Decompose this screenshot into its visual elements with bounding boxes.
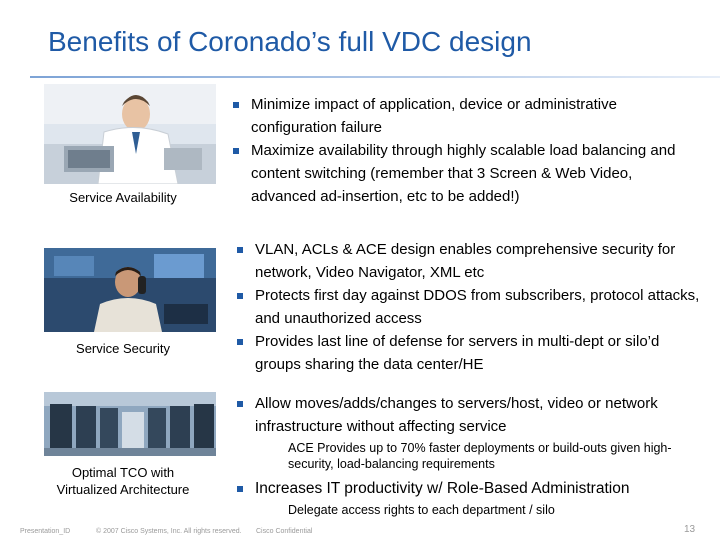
page-number: 13 — [684, 524, 696, 535]
footer-copyright: © 2007 Cisco Systems, Inc. All rights reserved. — [96, 528, 242, 535]
server-racks-photo — [44, 392, 216, 456]
bullets-tco — [234, 392, 710, 518]
sub-bullet-item: Delegate access rights to each department / silo — [288, 503, 555, 517]
bullets-availability — [230, 93, 700, 208]
bullet-marker-icon — [237, 401, 243, 407]
panel-caption: Service Security — [76, 341, 170, 356]
panel-caption-line-1: Optimal TCO with — [71, 465, 175, 480]
slide-title: Benefits of Coronado’s full VDC design — [48, 26, 532, 57]
panel-caption: Service Availability — [69, 190, 177, 205]
panel-optimal-tco — [30, 392, 216, 504]
bullet-item: Allow moves/adds/changes to servers/host, video or network infrastructure without affecting service — [234, 392, 710, 438]
bullet-marker-icon — [233, 102, 239, 108]
bullet-marker-icon — [233, 148, 239, 154]
man-on-phone-photo — [44, 248, 216, 332]
title-rule — [30, 76, 720, 78]
bullets-security — [234, 238, 704, 376]
bullet-marker-icon — [237, 339, 243, 345]
panel-caption-line-2: Virtualized Architecture — [56, 482, 190, 497]
bullet-item: Provides last line of defense for servers in multi-dept or silo’d groups sharing the data center/HE — [234, 330, 704, 376]
man-in-lab-coat-photo — [44, 84, 216, 184]
bullet-item: Increases IT productivity w/ Role-Based Administration — [234, 477, 710, 500]
bullet-item: Protects first day against DDOS from subscribers, protocol attacks, and unauthorized access — [234, 284, 704, 330]
panel-service-availability — [30, 84, 216, 214]
bullet-item: VLAN, ACLs & ACE design enables comprehensive security for network, Video Navigator, XML etc — [234, 238, 704, 284]
bullet-marker-icon — [237, 247, 243, 253]
bullet-item: Minimize impact of application, device or administrative configuration failure — [230, 93, 700, 139]
footer-confidential: Cisco Confidential — [256, 528, 313, 535]
sub-bullet-item: ACE Provides up to 70% faster deployments or build-outs given high-security, load-balancing requirements — [288, 441, 672, 471]
footer-presentation-id: Presentation_ID — [20, 528, 71, 535]
bullet-marker-icon — [237, 486, 243, 492]
bullet-item: Maximize availability through highly scalable load balancing and content switching (remember that 3 Screen & Web Video, advanced ad-insertion, etc to be added!) — [230, 139, 700, 208]
panel-service-security — [30, 248, 216, 368]
bullet-marker-icon — [237, 293, 243, 299]
